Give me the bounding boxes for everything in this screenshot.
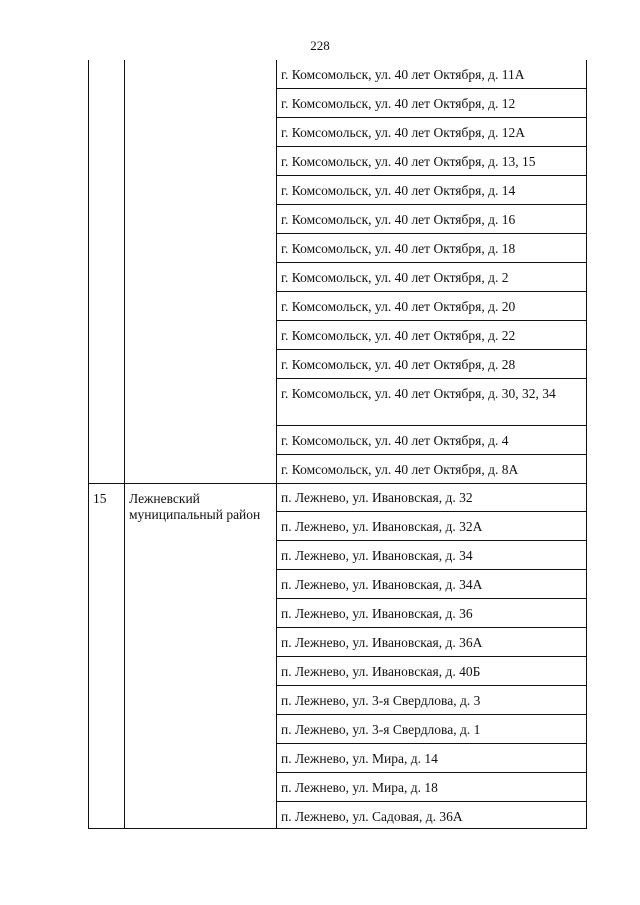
row-divider	[276, 598, 587, 599]
address-cell: г. Комсомольск, ул. 40 лет Октября, д. 12А	[281, 125, 525, 140]
page-number: 228	[310, 38, 330, 53]
column-divider-num	[124, 60, 125, 829]
row-divider	[276, 349, 587, 350]
row-divider	[276, 88, 587, 89]
table-border-bottom	[88, 828, 587, 829]
row-divider	[276, 540, 587, 541]
row-divider	[276, 714, 587, 715]
table-border-left	[88, 60, 89, 829]
row-divider	[276, 772, 587, 773]
region-name: Лежневский муниципальный район	[129, 491, 261, 522]
row-divider	[276, 146, 587, 147]
row-divider	[276, 117, 587, 118]
address-cell: г. Комсомольск, ул. 40 лет Октября, д. 8А	[281, 462, 519, 477]
address-cell: г. Комсомольск, ул. 40 лет Октября, д. 4	[281, 433, 509, 448]
region-number: 15	[93, 491, 107, 506]
row-divider	[276, 378, 587, 379]
address-cell: п. Лежнево, ул. Ивановская, д. 36А	[281, 635, 483, 650]
address-cell: п. Лежнево, ул. Ивановская, д. 40Б	[281, 664, 481, 679]
group-divider	[88, 483, 587, 484]
row-divider	[276, 175, 587, 176]
address-cell: г. Комсомольск, ул. 40 лет Октября, д. 30, 32, 34	[281, 386, 556, 401]
address-cell: г. Комсомольск, ул. 40 лет Октября, д. 13, 15	[281, 154, 536, 169]
row-divider	[276, 569, 587, 570]
address-cell: п. Лежнево, ул. Мира, д. 14	[281, 751, 438, 766]
row-divider	[276, 262, 587, 263]
row-divider	[276, 511, 587, 512]
address-cell: г. Комсомольск, ул. 40 лет Октября, д. 20	[281, 299, 516, 314]
address-cell: п. Лежнево, ул. Ивановская, д. 34	[281, 548, 473, 563]
address-cell: п. Лежнево, ул. Ивановская, д. 32А	[281, 519, 483, 534]
address-cell: п. Лежнево, ул. 3-я Свердлова, д. 3	[281, 693, 481, 708]
row-divider	[276, 233, 587, 234]
address-cell: г. Комсомольск, ул. 40 лет Октября, д. 16	[281, 212, 516, 227]
address-cell: г. Комсомольск, ул. 40 лет Октября, д. 14	[281, 183, 516, 198]
address-cell: п. Лежнево, ул. Ивановская, д. 36	[281, 606, 473, 621]
row-divider	[276, 627, 587, 628]
row-divider	[276, 425, 587, 426]
row-divider	[276, 743, 587, 744]
address-cell: п. Лежнево, ул. 3-я Свердлова, д. 1	[281, 722, 481, 737]
row-divider	[276, 801, 587, 802]
address-cell: г. Комсомольск, ул. 40 лет Октября, д. 18	[281, 241, 516, 256]
address-cell: г. Комсомольск, ул. 40 лет Октября, д. 12	[281, 96, 516, 111]
row-divider	[276, 685, 587, 686]
address-cell: п. Лежнево, ул. Мира, д. 18	[281, 780, 438, 795]
address-cell: г. Комсомольск, ул. 40 лет Октября, д. 22	[281, 328, 516, 343]
row-divider	[276, 656, 587, 657]
address-cell: п. Лежнево, ул. Садовая, д. 36А	[281, 809, 463, 824]
address-cell: г. Комсомольск, ул. 40 лет Октября, д. 11А	[281, 67, 525, 82]
address-cell: г. Комсомольск, ул. 40 лет Октября, д. 28	[281, 357, 516, 372]
row-divider	[276, 320, 587, 321]
row-divider	[276, 204, 587, 205]
address-cell: г. Комсомольск, ул. 40 лет Октября, д. 2	[281, 270, 509, 285]
row-divider	[276, 454, 587, 455]
row-divider	[276, 291, 587, 292]
address-cell: п. Лежнево, ул. Ивановская, д. 32	[281, 490, 473, 505]
address-table	[88, 60, 587, 829]
address-cell: п. Лежнево, ул. Ивановская, д. 34А	[281, 577, 483, 592]
